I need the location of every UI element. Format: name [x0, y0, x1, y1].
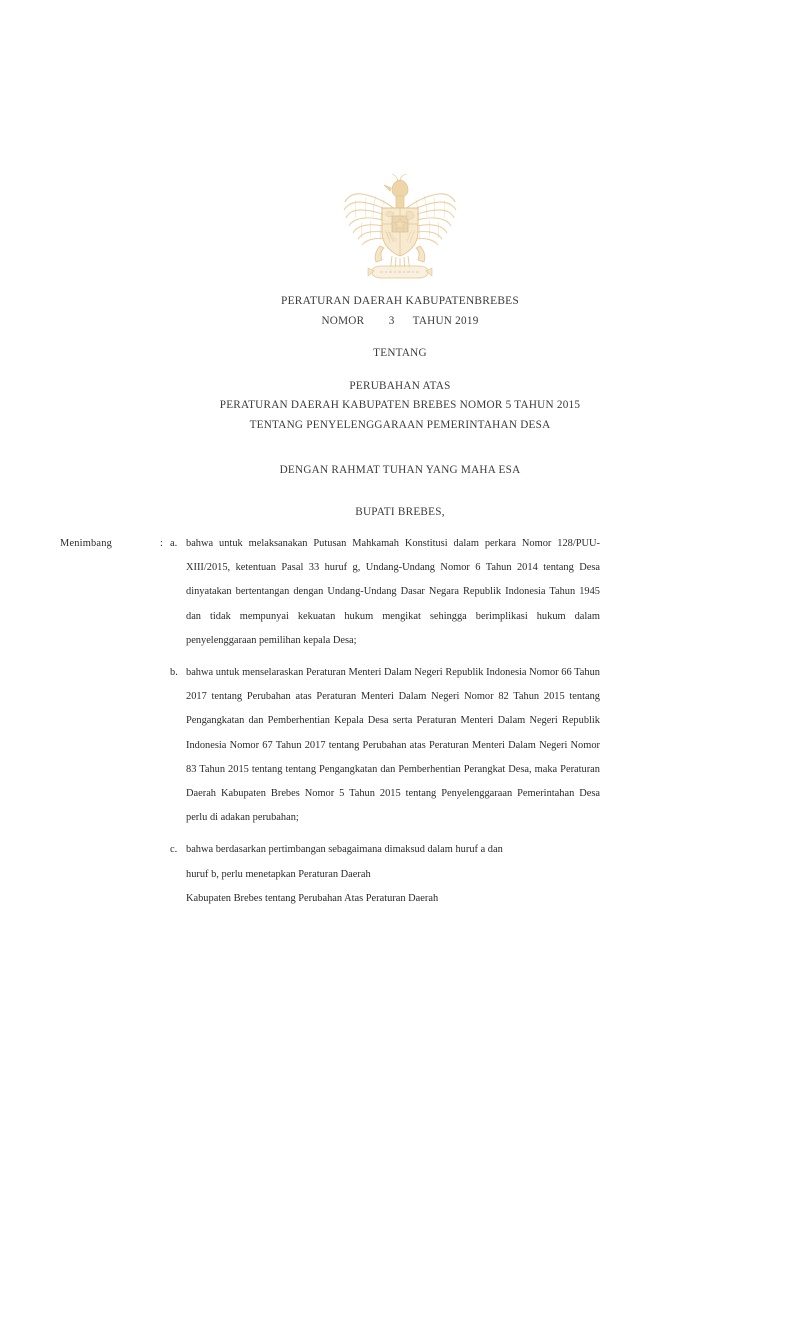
considering-item-a	[60, 532, 600, 653]
emblem-container	[0, 172, 800, 288]
considering-item-c	[170, 838, 600, 911]
authority-line: BUPATI BREBES,	[355, 505, 445, 518]
item-text-a: bahwa untuk melaksanakan Putusan Mahkamah Konstitusi dalam perkara Nomor 128/PUU-XIII/2015, ketentuan Pasal 33 huruf g, Undang-Undang Nomor 6 Tahun 2014 tentang Desa dinyatakan bertentangan dengan Undang-Undang Dasar Negara Republik Indonesia Tahun 1945 dan tidak mempunyai kekuatan hukum mengikat sehingga berimplikasi hukum dalam penyelenggaraan pemilihan kepala Desa;	[186, 538, 600, 646]
considering-section	[60, 532, 600, 911]
item-marker-b: b.	[170, 667, 178, 679]
considering-item-b	[170, 661, 600, 830]
blessing-line: DENGAN RAHMAT TUHAN YANG MAHA ESA	[279, 464, 521, 476]
considering-label: Menimbang	[60, 538, 113, 549]
item-text-b: bahwa untuk menselaraskan Peraturan Menteri Dalam Negeri Republik Indonesia Nomor 66 Tahun 2017 tentang Perubahan atas Peraturan Menteri Dalam Negeri Nomor 82 Tahun 2015 tentang Pengangkatan dan Pemberhentian Kepala Desa serta Peraturan Menteri Dalam Negeri Republik Indonesia Nomor 67 Tahun 2017 tentang Perubahan atas Peraturan Menteri Dalam Negeri Nomor 83 Tahun 2015 tentang tentang Pengangkatan dan Pemberhentian Perangkat Desa, maka Peraturan Daerah Kabupaten Brebes Nomor 5 Tahun 2015 tentang Penyelenggaraan Pemerintahan Desa perlu di adakan perubahan;	[186, 667, 600, 824]
about-heading: TENTANG	[373, 347, 427, 359]
title-block	[60, 292, 740, 522]
source-regulation-line: PERATURAN DAERAH KABUPATEN BREBES NOMOR 5 TAHUN 2015	[219, 399, 581, 411]
garuda-pancasila-emblem	[338, 172, 462, 288]
considering-colon: :	[160, 538, 163, 549]
item-text-c-line3: Kabupaten Brebes tentang Perubahan Atas Peraturan Daerah	[186, 892, 439, 904]
source-regulation-subject: TENTANG PENYELENGGARAAN PEMERINTAHAN DESA	[249, 418, 551, 431]
item-text-c-line2: huruf b, perlu menetapkan Peraturan Daerah	[186, 868, 371, 880]
amendment-heading: PERUBAHAN ATAS	[349, 379, 451, 392]
regulation-number: NOMOR 3 TAHUN 2019	[321, 314, 479, 327]
item-text-c	[186, 838, 600, 911]
item-marker-c: c.	[170, 844, 178, 856]
regulation-title: PERATURAN DAERAH KABUPATENBREBES	[281, 295, 519, 307]
item-text-c-line1: bahwa berdasarkan pertimbangan sebagaimana dimaksud dalam huruf a dan	[186, 844, 503, 856]
item-marker-a: a.	[170, 538, 178, 549]
